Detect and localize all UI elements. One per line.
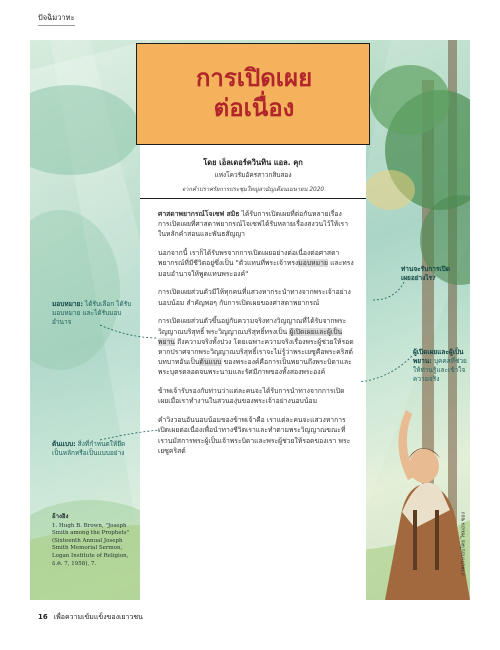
article-panel (140, 145, 366, 600)
reference-item: 1. Hugh B. Brown, "Joseph Smith among the Prophets" (Sixteenth Annual Joseph Smith Memorial Sermon, Logan Institute of Religion, ธ.ค. 7, 1958), 7. (52, 522, 130, 567)
question-text: ท่านจะรับการเปิดเผยอย่างไร? (401, 265, 450, 282)
question-callout (401, 265, 463, 283)
divider (140, 198, 366, 205)
section-tag: ปัจฉิมวาทะ (38, 12, 75, 26)
paragraph-6: คำวิงวอนอันนอบน้อมของข้าพเจ้าคือ เราแต่ละคนจะแสวงหาการเปิดเผยต่อเนื่องเพื่อนำทางชีวิตเราและทำตามพระวิญญาณขณะที่เรานมัสการพระผู้เป็นเจ้าพระบิดาและพระผู้ช่วยให้รอดของเรา พระเยซูคริสต์ (158, 416, 351, 455)
term3-word: ต้นแบบ: (52, 440, 76, 448)
paragraph-2-text-b: และทรงมอบอำนาจให้พูดแทนพระองค์" (158, 259, 354, 278)
illustration-credit (456, 500, 467, 595)
article-title-line1: การเปิดเผย (195, 64, 313, 92)
definition-callout-1 (52, 300, 134, 327)
top-bar (0, 0, 500, 20)
paragraph-2 (158, 248, 354, 279)
term1-definition: ได้รับเลือก ได้รับมอบหมาย และได้รับมอบอำนาจ (52, 300, 132, 326)
highlight-term-2: ผู้เปิดเผยและผู้เป็นพยาน (158, 327, 343, 346)
paragraph-1-text: ได้รับการเปิดเผยที่ต่อกันหลายเรื่อง การเปิดเผยที่ศาสดาพยากรณ์โจเซฟได้รับหลายเรื่องสงวนไว้ให้เราในหลักคำสอนและพันธสัญญา (158, 210, 349, 239)
highlight-term-1: มอบหมาย (298, 259, 328, 268)
magazine-name: เพื่อความเข้มแข็งของเยาวชน (53, 613, 143, 621)
paragraph-5: ข้าพเจ้ารับรองกับท่านว่าแต่ละคนจะได้รับการนำทางจากการเปิดเผยเมื่อเราทำงานในสวนองุ่นของพระเจ้าอย่างนอบน้อม (158, 387, 345, 406)
paragraph-4 (158, 316, 354, 377)
references (52, 513, 138, 568)
author-name: โดย เอ็ลเดอร์ควินทิน แอล. คุก (203, 158, 303, 167)
paragraph-2-text-a: นอกจากนี้ เราก็ได้รับพรจากการเปิดเผยอย่างต่อเนื่องต่อศาสดาพยากรณ์ที่มีชีวิตอยู่ซึ่งเป็น "ตัวแทนที่พระเจ้าทรง (158, 249, 340, 268)
paragraph-4-text-c: ของพระองค์คือการเป็นพยานถึงพระบิดาและพระบุตรตลอดจนพระนามและรัศมีภาพของทั้งสองพระองค์ (158, 358, 352, 377)
paragraph-1 (158, 209, 354, 240)
term2-word: ผู้เปิดเผยและผู้เป็นพยาน: (413, 348, 464, 365)
author-role: แห่งโควรัมอัครสาวกสิบสอง (214, 171, 292, 179)
definition-callout-3 (52, 440, 134, 458)
definition-callout-2 (413, 348, 473, 384)
credit-text: ภาพประกอบโดย ไซมอน ซอง (460, 512, 467, 576)
references-heading: อ้างอิง (52, 513, 69, 520)
article-title-line2: ต่อเนื่อง (213, 94, 295, 122)
paragraph-3: การเปิดเผยส่วนตัวมีให้ทุกคนที่แสวงหากระนำทางจากพระเจ้าอย่างนอบน้อม สำคัญพอๆ กับการเปิดเผยของศาสดาพยากรณ์ (158, 288, 351, 307)
paragraph-4-text-b: ถึงความจริงทั้งปวง โดยเฉพาะความจริงเรื่องพระผู้ช่วยให้รอด หากปราศจากพระวิญญาณบริสุทธิ์เราจะไม่รู้ว่าพระเยซูคือพระคริสต์ บทบาทอันเป็น (158, 337, 354, 367)
article-source: จากคำปราศรัยการประชุมใหญ่สามัญเดือนเมษายน 2020 (181, 187, 325, 193)
title-box (136, 43, 370, 145)
term1-word: มอบหมาย: (52, 300, 83, 308)
term2-definition: บุคคลที่ช่วยให้ท่านรู้และเข้าใจความจริง (413, 357, 467, 383)
paragraph-4-text-a: การเปิดเผยส่วนตัวขึ้นอยู่กับความจริงทางวิญญาณที่ได้รับจากพระวิญญาณบริสุทธิ์ พระวิญญาณบริสุทธิ์ทรงเป็น (158, 317, 347, 336)
page-number: 16 (38, 613, 48, 621)
term3-definition: สิ่งที่กำหนดให้ยึดเป็นหลักหรือเป็นแบบอย่าง (52, 440, 126, 457)
highlight-term-3: ต้นแบบ (199, 358, 222, 367)
article-body (158, 209, 354, 465)
lead-phrase: ศาสดาพยากรณ์โจเซฟ สมิธ (158, 210, 240, 218)
page-footer (38, 612, 143, 623)
